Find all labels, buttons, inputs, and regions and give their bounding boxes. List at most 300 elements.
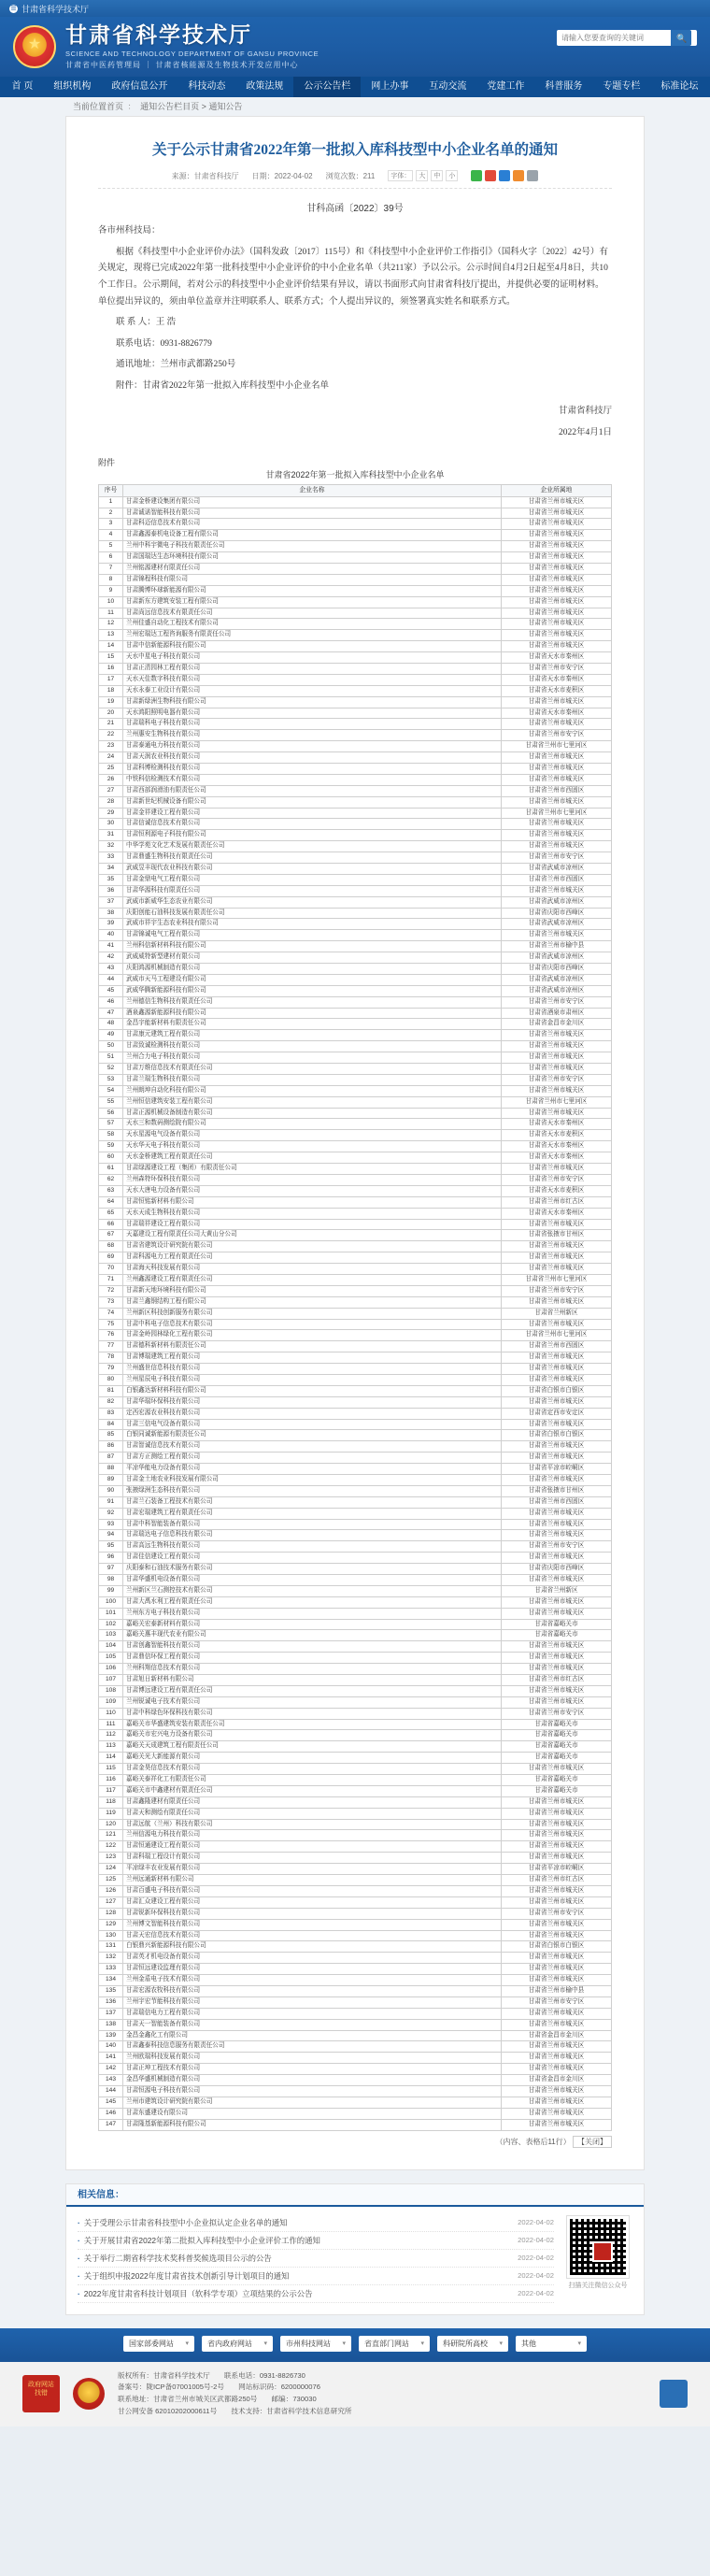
cell-index: 72 [99,1285,123,1296]
cell-index: 136 [99,1996,123,2008]
cell-index: 101 [99,1608,123,1619]
cell-index: 117 [99,1785,123,1796]
table-row [99,2119,612,2130]
cell-index: 73 [99,1296,123,1308]
breadcrumb[interactable] [0,97,710,116]
cell-company: 甘肃正源机械设备制造有限公司 [123,1108,502,1119]
cell-company: 甘肃博远建设工程有限责任公司 [123,1685,502,1696]
cell-region: 甘肃省兰州市城关区 [502,1364,612,1375]
close-button[interactable]: 【关闭】 [573,2136,612,2148]
table-row [99,1541,612,1553]
qr-caption: 扫描关注微信公众号 [568,2282,628,2289]
cell-company: 甘肃天一智能装备有限公司 [123,2019,502,2030]
table-row [99,808,612,819]
cell-index: 77 [99,1341,123,1352]
article-body [98,223,612,441]
cell-region: 甘肃省天水市秦州区 [502,708,612,719]
nav-item-party[interactable]: 党建工作 [487,81,525,92]
cell-index: 1 [99,496,123,508]
cell-region: 甘肃省兰州市城关区 [502,2008,612,2019]
related-item-title[interactable]: · 关于受理公示甘肃省科技型中小企业拟认定企业名单的通知 [78,2217,288,2228]
cell-company: 兰州远通新材料有限公司 [123,1875,502,1886]
table-row [99,730,612,741]
cell-index: 70 [99,1264,123,1275]
breadcrumb-path[interactable]: 通知公告栏目页 > 通知公告 [140,102,243,111]
font-size-medium[interactable]: 中 [431,170,443,181]
cell-company: 张掖绿洲生态科技有限公司 [123,1485,502,1496]
table-row [99,919,612,930]
site-footer [0,2359,710,2427]
cell-region: 甘肃省兰州市西固区 [502,874,612,885]
cell-company: 兰州惠安生物科技有限公司 [123,730,502,741]
cell-company: 甘肃锦程科技有限公司 [123,574,502,585]
font-size-controls[interactable] [388,170,458,181]
cell-company: 甘肃西部润滑油有限责任公司 [123,785,502,796]
friend-link-select[interactable] [359,2336,430,2352]
cell-index: 42 [99,952,123,964]
cell-company: 兰州朗坤自动化科技有限公司 [123,1085,502,1096]
related-item-title[interactable]: · 关于开展甘肃省2022年第二批拟入库科技型中小企业评价工作的通知 [78,2235,320,2246]
cell-region: 甘肃省兰州市城关区 [502,519,612,530]
search-icon[interactable]: 🔍 [671,30,691,46]
cell-index: 120 [99,1819,123,1830]
table-row [99,541,612,552]
table-row [99,1764,612,1775]
cell-company: 甘肃金昊信息技术有限公司 [123,1764,502,1775]
friend-link-select[interactable] [202,2336,273,2352]
cell-index: 31 [99,830,123,841]
salutation: 各市州科技局： [98,226,161,236]
cell-index: 140 [99,2041,123,2053]
friend-link-select[interactable] [516,2336,587,2352]
cell-company: 金昌金鑫化工有限公司 [123,2030,502,2041]
qr-code-icon [567,2216,629,2278]
cell-region: 甘肃省兰州市城关区 [502,585,612,596]
cell-company: 天水金桥建筑工程有限责任公司 [123,1152,502,1164]
cell-index: 87 [99,1453,123,1464]
share-wechat-icon[interactable] [471,170,482,181]
cell-index: 9 [99,585,123,596]
related-item-title[interactable]: · 2022年度甘肃省科技计划项目（软科学专项）立项结果的公示公告 [78,2288,313,2299]
cell-company: 嘉峪关泰祥化工有限责任公司 [123,1775,502,1786]
nav-item-online-service[interactable]: 网上办事 [371,81,409,92]
cell-index: 114 [99,1753,123,1764]
cell-company: 武威华腾新能源科技有限公司 [123,985,502,996]
cell-company: 兰州合力电子科技有限公司 [123,1052,502,1064]
table-row [99,785,612,796]
cell-index: 112 [99,1730,123,1741]
table-row [99,1753,612,1764]
friend-link-select[interactable] [280,2336,351,2352]
nav-item-topics[interactable]: 专题专栏 [603,81,641,92]
cell-company: 甘肃致诚检测科技有限公司 [123,1041,502,1052]
cell-region: 甘肃省平凉市崆峒区 [502,1864,612,1875]
signature-org: 甘肃省科技厅 [558,407,612,417]
cell-region: 甘肃省天水市秦州区 [502,1141,612,1152]
table-row [99,641,612,652]
cell-region: 甘肃省兰州市城关区 [502,1352,612,1364]
cell-region: 甘肃省兰州市城关区 [502,1653,612,1664]
friend-link-select[interactable] [437,2336,508,2352]
table-row [99,1819,612,1830]
related-item[interactable] [78,2232,554,2250]
cell-region: 甘肃省兰州市城关区 [502,1553,612,1564]
cell-company: 甘肃科博检测科技有限公司 [123,763,502,774]
cell-region: 甘肃省白银市白银区 [502,1941,612,1953]
breadcrumb-home[interactable]: 当前位置首页 [73,102,124,111]
table-row [99,1830,612,1841]
cell-company: 甘肃中科电子信息技术有限公司 [123,1319,502,1330]
table-row [99,1330,612,1341]
signature-date: 2022年4月1日 [558,427,612,437]
table-row [99,596,612,608]
cell-index: 78 [99,1352,123,1364]
related-item-date: 2022-04-02 [518,2254,554,2263]
cell-company: 甘肃泰通电力科技有限公司 [123,741,502,752]
cell-company: 兰州星辰电子科技有限公司 [123,1374,502,1385]
cell-company: 嘉峪关光大新能源有限公司 [123,1753,502,1764]
cell-company: 甘肃新天地环境科技有限公司 [123,1285,502,1296]
nav-item-forum[interactable]: 标准论坛 [660,81,699,92]
cell-region: 甘肃省定西市安定区 [502,1408,612,1419]
related-heading: 相关信息： [66,2184,644,2207]
nav-item-science-popular[interactable]: 科普服务 [545,81,583,92]
cell-company: 兰州金盾电子技术有限公司 [123,1975,502,1986]
cell-region: 甘肃省兰州市城关区 [502,1764,612,1775]
cell-company: 嘉峪关市中鑫建材有限责任公司 [123,1785,502,1796]
cell-region: 甘肃省兰州市城关区 [502,819,612,830]
cell-company: 甘肃金鼎电气工程有限公司 [123,874,502,885]
cell-company: 兰州鑫源建设工程有限责任公司 [123,1274,502,1285]
cell-company: 甘肃旭日新材料有限公司 [123,1675,502,1686]
cell-region: 甘肃省兰州市西固区 [502,1496,612,1508]
table-row [99,896,612,908]
cell-company: 甘肃隆基新能源科技有限公司 [123,2119,502,2130]
breadcrumb-separator: ： [127,102,136,111]
chevron-down-icon[interactable]: ▾ [420,2340,424,2347]
cell-company: 甘肃兰鑫钢结构工程有限公司 [123,1296,502,1308]
cell-company: 甘肃恒利源电子科技有限公司 [123,830,502,841]
related-item[interactable] [78,2250,554,2268]
cell-company: 兰州锐诚电子技术有限公司 [123,1696,502,1708]
cell-region: 甘肃省白银市白银区 [502,1385,612,1396]
cell-region: 甘肃省兰州市城关区 [502,1596,612,1608]
cell-index: 64 [99,1196,123,1208]
cell-index: 75 [99,1319,123,1330]
cell-index: 33 [99,852,123,864]
chevron-down-icon[interactable]: ▾ [342,2340,346,2347]
table-row [99,2053,612,2064]
police-badge-icon [660,2380,688,2408]
cell-company: 甘肃金岭园林绿化工程有限公司 [123,1330,502,1341]
table-row [99,1064,612,1075]
report-error-badge[interactable]: 政府网站 找错 [22,2375,60,2412]
cell-company: 甘肃鑫隆建材有限责任公司 [123,1796,502,1808]
table-row [99,1352,612,1364]
share-weibo-icon[interactable] [485,170,496,181]
cell-region: 甘肃省嘉峪关市 [502,1619,612,1630]
table-row [99,1708,612,1719]
chevron-down-icon[interactable]: ▾ [577,2340,581,2347]
cell-region: 甘肃省兰州市城关区 [502,619,612,630]
cell-region: 甘肃省武威市凉州区 [502,974,612,985]
table-row [99,941,612,952]
table-row [99,1785,612,1796]
cell-region: 甘肃省武威市凉州区 [502,919,612,930]
cell-company: 甘肃瑞达电子信息科技有限公司 [123,1530,502,1541]
table-row [99,1585,612,1596]
cell-index: 111 [99,1719,123,1730]
cell-region: 甘肃省嘉峪关市 [502,1775,612,1786]
cell-index: 105 [99,1653,123,1664]
table-row [99,1630,612,1641]
cell-region: 甘肃省兰州市城关区 [502,841,612,852]
cell-region: 甘肃省兰州市榆中县 [502,1985,612,1996]
cell-region: 甘肃省兰州市城关区 [502,774,612,785]
cell-index: 74 [99,1308,123,1319]
cell-region: 甘肃省兰州市城关区 [502,2119,612,2130]
cell-company: 兰州科信新材料科技有限公司 [123,941,502,952]
table-row [99,996,612,1008]
cell-company: 甘肃华源科技有限责任公司 [123,885,502,896]
cell-company: 天嘉建设工程有限责任公司大黄山分公司 [123,1230,502,1241]
enterprise-list-table [98,484,612,2130]
share-print-icon[interactable] [527,170,538,181]
cell-index: 141 [99,2053,123,2064]
related-item-title[interactable]: · 关于举行二期省科学技术奖科普奖候选项目公示的公告 [78,2253,272,2264]
table-row [99,1641,612,1653]
nav-item-notices[interactable]: 公示公告栏 [293,77,361,97]
cell-region: 甘肃省兰州市城关区 [502,1885,612,1896]
related-item-title[interactable]: · 关于组织申报2022年度甘肃省技术创新引导计划项目的通知 [78,2270,289,2282]
cell-region: 甘肃省武威市凉州区 [502,896,612,908]
table-row [99,1885,612,1896]
cell-company: 嘉峪关惠丰现代农业有限公司 [123,1630,502,1641]
cell-company: 甘肃海天科技发展有限公司 [123,1264,502,1275]
related-item[interactable] [78,2285,554,2303]
cell-index: 95 [99,1541,123,1553]
table-row [99,1741,612,1753]
cell-region: 甘肃省兰州市城关区 [502,1830,612,1841]
related-item[interactable] [78,2214,554,2232]
table-row [99,1453,612,1464]
table-row [99,1675,612,1686]
chevron-down-icon[interactable]: ▾ [263,2340,267,2347]
cell-region: 甘肃省兰州市城关区 [502,2064,612,2075]
nav-item-policy[interactable]: 政策法规 [246,81,284,92]
table-row [99,1485,612,1496]
cell-company: 武威市天马工程建设有限公司 [123,974,502,985]
cell-company: 甘肃创鑫智能科技有限公司 [123,1641,502,1653]
table-row [99,1285,612,1296]
font-size-large[interactable]: 大 [416,170,428,181]
search-box[interactable] [557,30,697,46]
cell-index: 61 [99,1164,123,1175]
cell-region: 甘肃省兰州市城关区 [502,719,612,730]
table-row [99,1553,612,1564]
table-row [99,1108,612,1119]
cell-company: 甘肃天润农业科技有限公司 [123,752,502,764]
chevron-down-icon[interactable]: ▾ [185,2340,189,2347]
cell-region: 甘肃省兰州市城关区 [502,1696,612,1708]
table-row [99,796,612,808]
cell-index: 15 [99,652,123,664]
cell-index: 49 [99,1030,123,1041]
nav-item-gov-info[interactable]: 政府信息公开 [111,81,168,92]
cell-index: 110 [99,1708,123,1719]
related-info-panel [65,2183,645,2315]
friend-link-label: 其他 [521,2339,536,2348]
cell-index: 12 [99,619,123,630]
nav-item-news[interactable]: 科技动态 [188,81,226,92]
main-nav[interactable] [0,77,710,97]
nav-item-home[interactable]: 首 页 [11,81,34,92]
cell-company: 甘肃博瑞建筑工程有限公司 [123,1352,502,1364]
cell-region: 甘肃省兰州市城关区 [502,608,612,619]
cell-index: 107 [99,1675,123,1686]
cell-company: 中华学苑文化艺术发展有限责任公司 [123,841,502,852]
friend-link-select[interactable] [123,2336,194,2352]
table-row [99,1008,612,1019]
nav-item-org[interactable]: 组织机构 [53,81,92,92]
cell-index: 86 [99,1441,123,1453]
cell-region: 甘肃省天水市秦州区 [502,674,612,685]
cell-region: 甘肃省兰州市七里河区 [502,1096,612,1108]
article-meta [98,170,612,189]
cell-company: 兰州新区科技创新服务有限公司 [123,1308,502,1319]
cell-region: 甘肃省兰州市城关区 [502,2097,612,2108]
page-title: 关于公示甘肃省2022年第一批拟入库科技型中小企业名单的通知 [151,142,558,158]
cell-region: 甘肃省兰州市安宁区 [502,1908,612,1919]
cell-company: 甘肃智诚信息技术有限公司 [123,1441,502,1453]
cell-company: 甘肃锐新环保科技有限公司 [123,1908,502,1919]
share-qq-icon[interactable] [499,170,510,181]
cell-region: 甘肃省天水市麦积区 [502,1130,612,1141]
cell-company: 甘肃高远生物科技有限公司 [123,1541,502,1553]
cell-company: 武威市祥宇生态农业科技有限公司 [123,919,502,930]
cell-index: 128 [99,1908,123,1919]
cell-region: 甘肃省兰州市安宁区 [502,1174,612,1185]
site-title [65,23,319,69]
cell-region: 甘肃省兰州市城关区 [502,1064,612,1075]
table-row [99,964,612,975]
cell-index: 56 [99,1108,123,1119]
cell-company: 甘肃瑞祥建设工程有限公司 [123,1219,502,1230]
table-row [99,1196,612,1208]
related-item[interactable] [78,2268,554,2285]
user-icon: ☰ [10,5,17,12]
cell-index: 129 [99,1919,123,1930]
article-views: 浏览次数：211 [325,171,376,180]
table-row [99,930,612,941]
cell-region: 甘肃省兰州市城关区 [502,552,612,564]
cell-company: 甘肃诚诺智能科技有限公司 [123,508,502,519]
cell-index: 53 [99,1074,123,1085]
cell-company: 甘肃东盛建设有限公司 [123,2108,502,2119]
cell-company: 兰州宇宏节能科技有限公司 [123,1996,502,2008]
table-row [99,1096,612,1108]
article-source: 来源：甘肃省科技厅 [171,171,239,180]
cell-company: 嘉峪关市华盛建筑安装有限责任公司 [123,1719,502,1730]
cell-region: 甘肃省嘉峪关市 [502,1730,612,1741]
cell-region: 甘肃省兰州市城关区 [502,541,612,552]
table-row [99,1430,612,1441]
nav-item-interaction[interactable]: 互动交流 [429,81,467,92]
table-row [99,2085,612,2097]
table-row [99,1230,612,1241]
cell-index: 94 [99,1530,123,1541]
cell-index: 32 [99,841,123,852]
cell-company: 甘肃恒源电子科技有限公司 [123,2085,502,2097]
cell-index: 88 [99,1464,123,1475]
table-row [99,952,612,964]
cell-index: 133 [99,1964,123,1975]
cell-region: 甘肃省兰州市七里河区 [502,741,612,752]
cell-company: 兰州欧瑞科技发展有限公司 [123,2053,502,2064]
cell-company: 甘肃汇众建设工程有限公司 [123,1896,502,1908]
cell-index: 109 [99,1696,123,1708]
cell-company: 嘉峪关宏泰新材料有限公司 [123,1619,502,1630]
table-row [99,1853,612,1864]
cell-company: 平凉绿丰农业发展有限公司 [123,1864,502,1875]
cell-index: 23 [99,741,123,752]
cell-region: 甘肃省兰州市安宁区 [502,1074,612,1085]
cell-region: 甘肃省兰州市城关区 [502,496,612,508]
table-row [99,1119,612,1130]
cell-index: 138 [99,2019,123,2030]
cell-company: 金昌宇能新材料有限责任公司 [123,1019,502,1030]
table-row [99,885,612,896]
share-link-icon[interactable] [513,170,524,181]
table-row [99,2019,612,2030]
cell-region: 甘肃省兰州市城关区 [502,830,612,841]
cell-company: 兰州宏瑞达工程咨询服务有限责任公司 [123,630,502,641]
cell-company: 甘肃百盛电子科技有限公司 [123,1885,502,1896]
friend-link-label: 市州科技网站 [286,2339,331,2348]
cell-index: 8 [99,574,123,585]
cell-company: 甘肃国瑞达生态环境科技有限公司 [123,552,502,564]
cell-company: 甘肃天宏信息技术有限公司 [123,1930,502,1941]
cell-index: 92 [99,1508,123,1519]
cell-region: 甘肃省庆阳市西峰区 [502,964,612,975]
cell-region: 甘肃省兰州市城关区 [502,630,612,641]
cell-region: 甘肃省金昌市金川区 [502,2075,612,2086]
cell-region: 甘肃省嘉峪关市 [502,1741,612,1753]
search-input[interactable] [557,31,671,45]
table-row [99,1508,612,1519]
cell-company: 天水天成生物科技有限公司 [123,1208,502,1219]
cell-region: 甘肃省嘉峪关市 [502,1630,612,1641]
friend-links-bar[interactable] [0,2328,710,2359]
table-row [99,1996,612,2008]
chevron-down-icon[interactable]: ▾ [499,2340,503,2347]
cell-company: 甘肃宏源农牧科技有限公司 [123,1985,502,1996]
cell-index: 6 [99,552,123,564]
cell-company: 甘肃腾博环球新能源有限公司 [123,585,502,596]
cell-company: 甘肃鑫泰科技信息服务有限责任公司 [123,2041,502,2053]
cell-index: 71 [99,1274,123,1285]
share-tools[interactable] [471,170,538,181]
font-size-small[interactable]: 小 [446,170,458,181]
col-region: 企业所属地 [502,485,612,496]
cell-index: 48 [99,1019,123,1030]
table-row [99,1841,612,1853]
cell-region: 甘肃省兰州市城关区 [502,1896,612,1908]
cell-index: 52 [99,1064,123,1075]
cell-region: 甘肃省白银市白银区 [502,1430,612,1441]
cell-region: 甘肃省兰州市安宁区 [502,1541,612,1553]
cell-region: 甘肃省兰州市城关区 [502,2085,612,2097]
